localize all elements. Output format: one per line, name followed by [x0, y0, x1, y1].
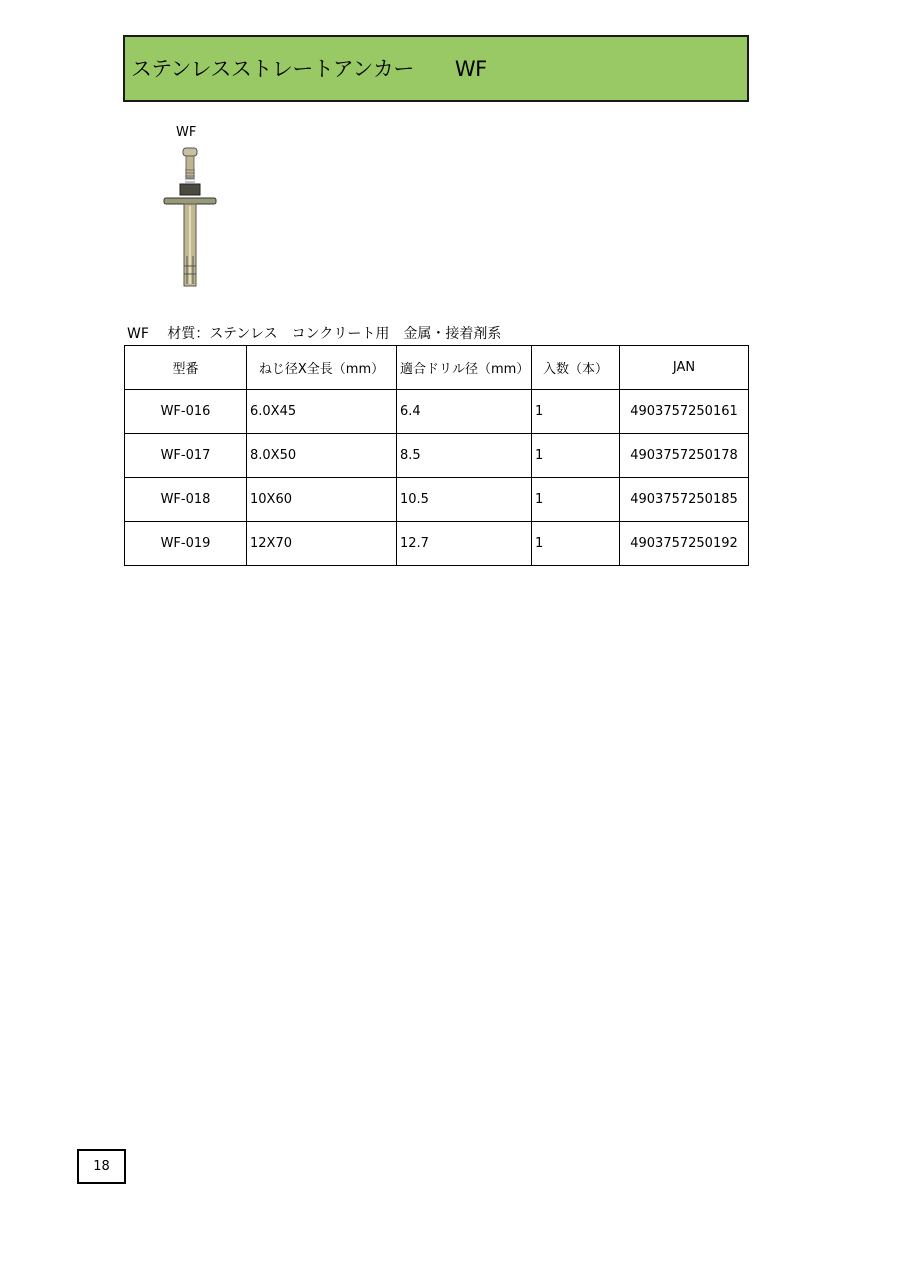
cell-size: 10X60 — [247, 478, 397, 522]
cell-jan: 4903757250178 — [620, 434, 749, 478]
cell-model: WF-016 — [125, 390, 247, 434]
table-row — [125, 434, 749, 478]
header-size: ねじ径X全長（mm） — [247, 346, 397, 390]
cell-drill: 6.4 — [397, 390, 532, 434]
product-image-label: WF — [176, 125, 197, 140]
cell-quantity: 1 — [532, 478, 620, 522]
title-banner — [123, 35, 749, 102]
header-jan: JAN — [620, 346, 749, 390]
cell-quantity: 1 — [532, 434, 620, 478]
page-number: 18 — [77, 1149, 126, 1184]
table-row — [125, 522, 749, 566]
table-row — [125, 390, 749, 434]
cell-jan: 4903757250161 — [620, 390, 749, 434]
page-title: ステンレスストレートアンカー WF — [131, 57, 487, 81]
cell-size: 6.0X45 — [247, 390, 397, 434]
cell-size: 12X70 — [247, 522, 397, 566]
header-model: 型番 — [125, 346, 247, 390]
cell-drill: 10.5 — [397, 478, 532, 522]
cell-model: WF-019 — [125, 522, 247, 566]
header-drill: 適合ドリル径（mm） — [397, 346, 532, 390]
anchor-bolt-image — [150, 146, 230, 288]
table-row — [125, 478, 749, 522]
cell-quantity: 1 — [532, 522, 620, 566]
cell-jan: 4903757250185 — [620, 478, 749, 522]
cell-model: WF-018 — [125, 478, 247, 522]
cell-drill: 8.5 — [397, 434, 532, 478]
table-caption: WF 材質：ステンレス コンクリート用 金属・接着剤系 — [127, 326, 502, 342]
table-header-row — [125, 346, 749, 390]
cell-jan: 4903757250192 — [620, 522, 749, 566]
cell-quantity: 1 — [532, 390, 620, 434]
cell-size: 8.0X50 — [247, 434, 397, 478]
header-quantity: 入数（本） — [532, 346, 620, 390]
spec-table — [124, 345, 749, 566]
cell-drill: 12.7 — [397, 522, 532, 566]
cell-model: WF-017 — [125, 434, 247, 478]
